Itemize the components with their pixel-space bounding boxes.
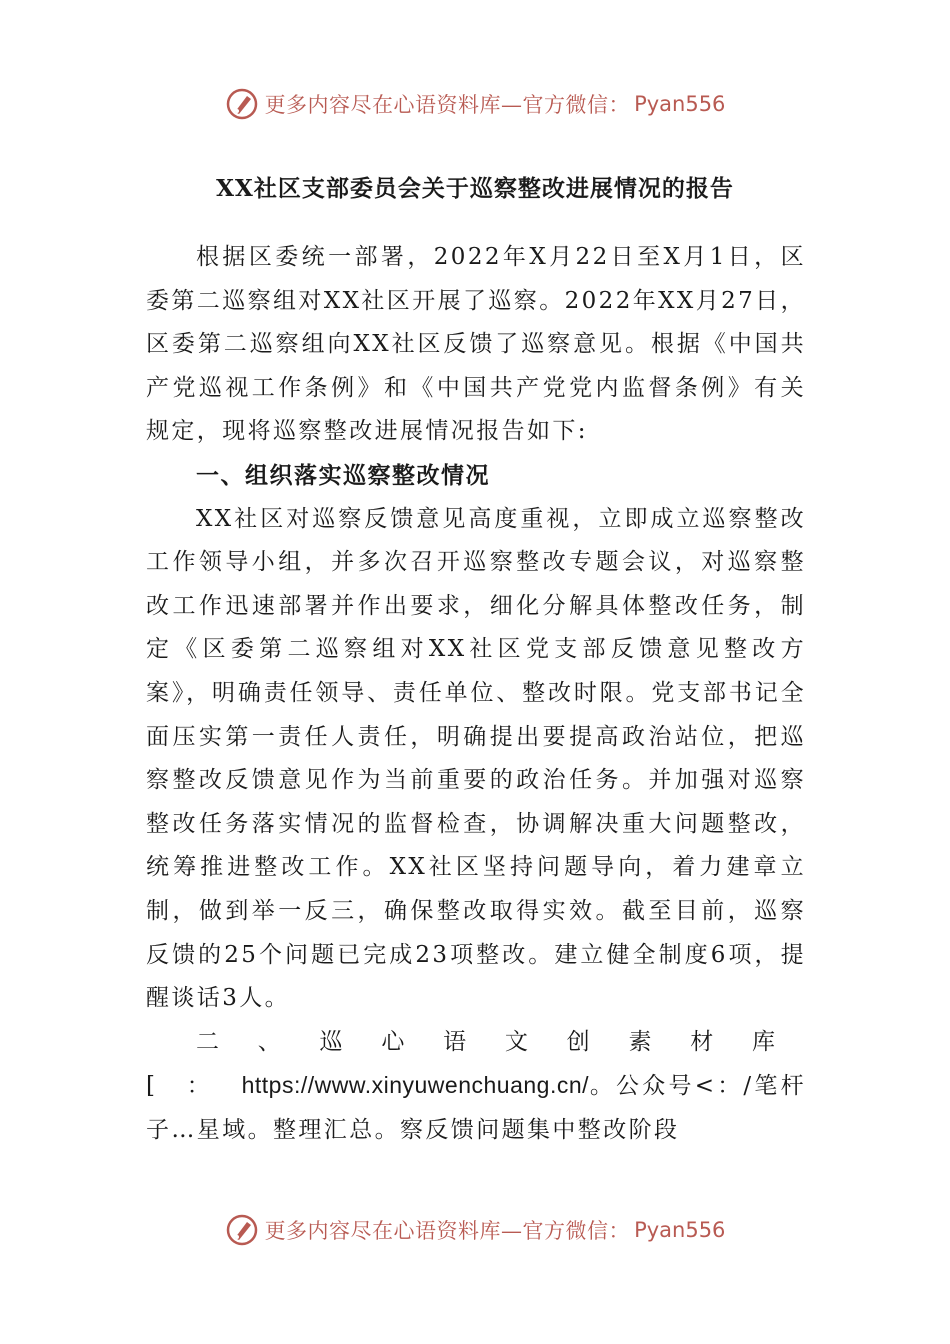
section-1-heading: 一、组织落实巡察整改情况 bbox=[196, 461, 490, 489]
section-2-paragraph bbox=[146, 1021, 806, 1153]
section-1-paragraph: XX社区对巡察反馈意见高度重视，立即成立巡察整改工作领导小组，并多次召开巡察整改专题会议，对巡察整改工作迅速部署并作出要求，细化分解具体整改任务，制定《区委第二巡察组对XX社区党支部反馈意见整改方案》，明确责任领导、责任单位、整改时限。党支部书记全面压实第一责任人责任，明确提出要提高政治站位，把巡察整改反馈意见作为当前重要的政治任务。并加强对巡察整改任务落实情况的监督检查，协调解决重大问题整改，统筹推进整改工作。XX社区坚持问题导向，着力建章立制，做到举一反三，确保整改取得实效。截至目前，巡察反馈的25个问题已完成23项整改。建立健全制度6项，提醒谈话3人。 bbox=[146, 505, 806, 1012]
section-2-spaced-text: 二、巡心语文创素材库[： bbox=[146, 1028, 806, 1100]
document-title: XX社区支部委员会关于巡察整改进展情况的报告 bbox=[216, 175, 734, 202]
watermark-banner-top bbox=[0, 84, 950, 124]
watermark-text: 更多内容尽在心语资料库—官方微信： bbox=[264, 93, 631, 117]
section-2-url-prefix: https:// bbox=[241, 1072, 315, 1099]
watermark-handle: Pyan556 bbox=[634, 1218, 726, 1242]
pen-nib-logo-icon bbox=[225, 87, 259, 121]
pen-nib-logo-icon bbox=[225, 1213, 259, 1247]
document-body bbox=[146, 236, 806, 1152]
watermark-handle: Pyan556 bbox=[634, 92, 726, 116]
watermark-text: 更多内容尽在心语资料库—官方微信： bbox=[264, 1219, 631, 1243]
watermark-banner-bottom bbox=[0, 1210, 950, 1250]
section-2-url: www.xinyuwenchuang.cn/ bbox=[314, 1072, 590, 1099]
intro-paragraph: 根据区委统一部署，2022年X月22日至X月1日，区委第二巡察组对XX社区开展了巡察。2022年XX月27日，区委第二巡察组向XX社区反馈了巡察意见。根据《中国共产党巡视工作条例》和《中国共产党党内监督条例》有关规定，现将巡察整改进展情况报告如下: bbox=[146, 244, 806, 445]
section-2-tail: 。公众号<：/笔杆子…星域。整理汇总。察反馈问题集中整改阶段 bbox=[146, 1073, 806, 1143]
